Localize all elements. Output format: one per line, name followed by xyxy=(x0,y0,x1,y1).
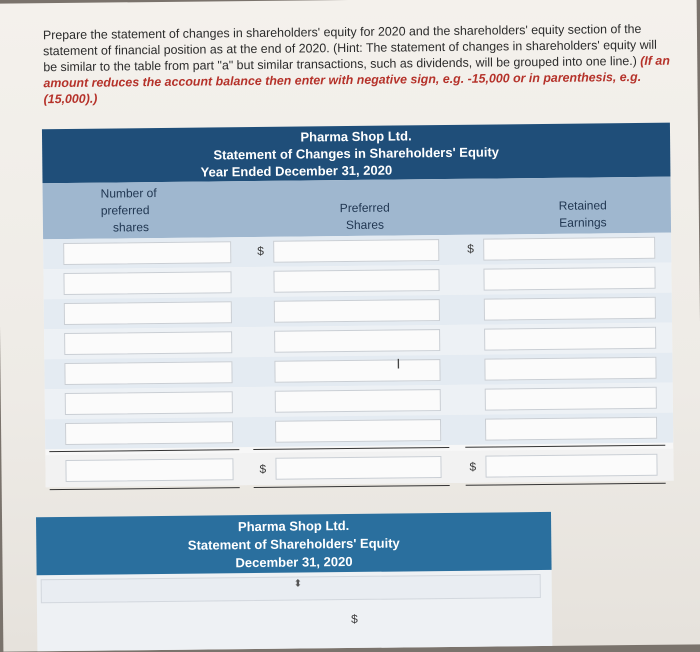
table-row xyxy=(45,413,673,450)
col2-line1: Preferred xyxy=(339,200,390,216)
double-rule xyxy=(466,483,666,486)
col3-line1: Retained xyxy=(558,198,607,213)
retained-earnings-input[interactable] xyxy=(485,417,657,441)
retained-earnings-input[interactable] xyxy=(484,297,656,321)
negative-entry-hint: (If an amount reduces the account balance then enter with negative sign, e.g. -15,000 or in parenthesis, e.g. (15,000).) xyxy=(43,53,670,107)
equity-statement-date: December 31, 2020 xyxy=(235,553,353,571)
col-retained-earnings xyxy=(523,197,643,232)
total-row xyxy=(45,449,673,488)
statement-period: Year Ended December 31, 2020 xyxy=(200,162,393,180)
preferred-shares-input[interactable] xyxy=(275,419,441,443)
currency-symbol: $ xyxy=(257,243,264,258)
column-header-row xyxy=(43,177,672,240)
preferred-shares-input[interactable] xyxy=(274,359,440,383)
col1-line2: preferred xyxy=(100,203,150,218)
currency-symbol: $ xyxy=(259,461,267,476)
retained-earnings-input[interactable] xyxy=(485,387,657,411)
col-preferred-shares xyxy=(305,199,425,234)
currency-symbol: $ xyxy=(469,459,477,474)
instructions xyxy=(43,21,674,108)
equity-statement-title: Statement of Shareholders' Equity xyxy=(187,535,400,553)
changes-in-equity-panel xyxy=(42,123,674,488)
number-shares-input[interactable] xyxy=(65,391,233,415)
total-number-shares-input[interactable] xyxy=(65,458,233,482)
preferred-shares-input[interactable] xyxy=(273,239,439,263)
number-shares-input[interactable] xyxy=(64,331,232,355)
company-name: Pharma Shop Ltd. xyxy=(300,128,412,145)
number-shares-input[interactable] xyxy=(63,271,231,295)
number-shares-input[interactable] xyxy=(64,301,232,325)
col-number-preferred-shares xyxy=(101,185,202,237)
currency-symbol: $ xyxy=(351,611,358,627)
col2-line2: Shares xyxy=(345,217,385,233)
preferred-shares-input[interactable] xyxy=(274,329,440,353)
preferred-shares-input[interactable] xyxy=(275,389,441,413)
number-shares-input[interactable] xyxy=(63,241,231,265)
text-cursor-icon: I xyxy=(396,355,401,372)
subtotal-rule xyxy=(253,447,449,450)
retained-earnings-input[interactable] xyxy=(483,237,655,261)
double-rule xyxy=(254,485,450,488)
total-retained-earnings-input[interactable] xyxy=(485,454,657,478)
number-shares-input[interactable] xyxy=(65,421,233,445)
equity-line-select[interactable] xyxy=(41,574,541,603)
currency-symbol: $ xyxy=(467,241,474,256)
double-rule xyxy=(50,487,240,490)
shareholders-equity-panel xyxy=(36,512,552,651)
retained-earnings-input[interactable] xyxy=(483,267,655,291)
retained-earnings-input[interactable] xyxy=(484,327,656,351)
equity-company-name: Pharma Shop Ltd. xyxy=(237,518,350,535)
preferred-shares-input[interactable] xyxy=(273,269,439,293)
equity-header xyxy=(36,512,552,575)
subtotal-rule xyxy=(49,449,239,452)
number-shares-input[interactable] xyxy=(64,361,232,385)
retained-earnings-input[interactable] xyxy=(484,357,656,381)
col3-line2: Earnings xyxy=(559,215,607,230)
changes-header xyxy=(42,123,671,184)
col1-line3: shares xyxy=(112,220,150,235)
statement-title: Statement of Changes in Shareholders' Equity xyxy=(213,144,500,163)
select-arrows-icon: ⬍ xyxy=(293,578,303,590)
preferred-shares-input[interactable] xyxy=(274,299,440,323)
subtotal-rule xyxy=(465,445,665,448)
instructions-text: Prepare the statement of changes in shareholders' equity for 2020 and the shareholders' equity section of the statement of financial position as at the end of 2020. (Hint: The statement of changes in shareholders' equity will be similar to the table from part "a" but similar transactions, such as dividends, will be grouped into one line.) xyxy=(42,21,657,75)
col1-line1: Number of xyxy=(100,186,157,201)
total-preferred-shares-input[interactable] xyxy=(275,456,441,480)
